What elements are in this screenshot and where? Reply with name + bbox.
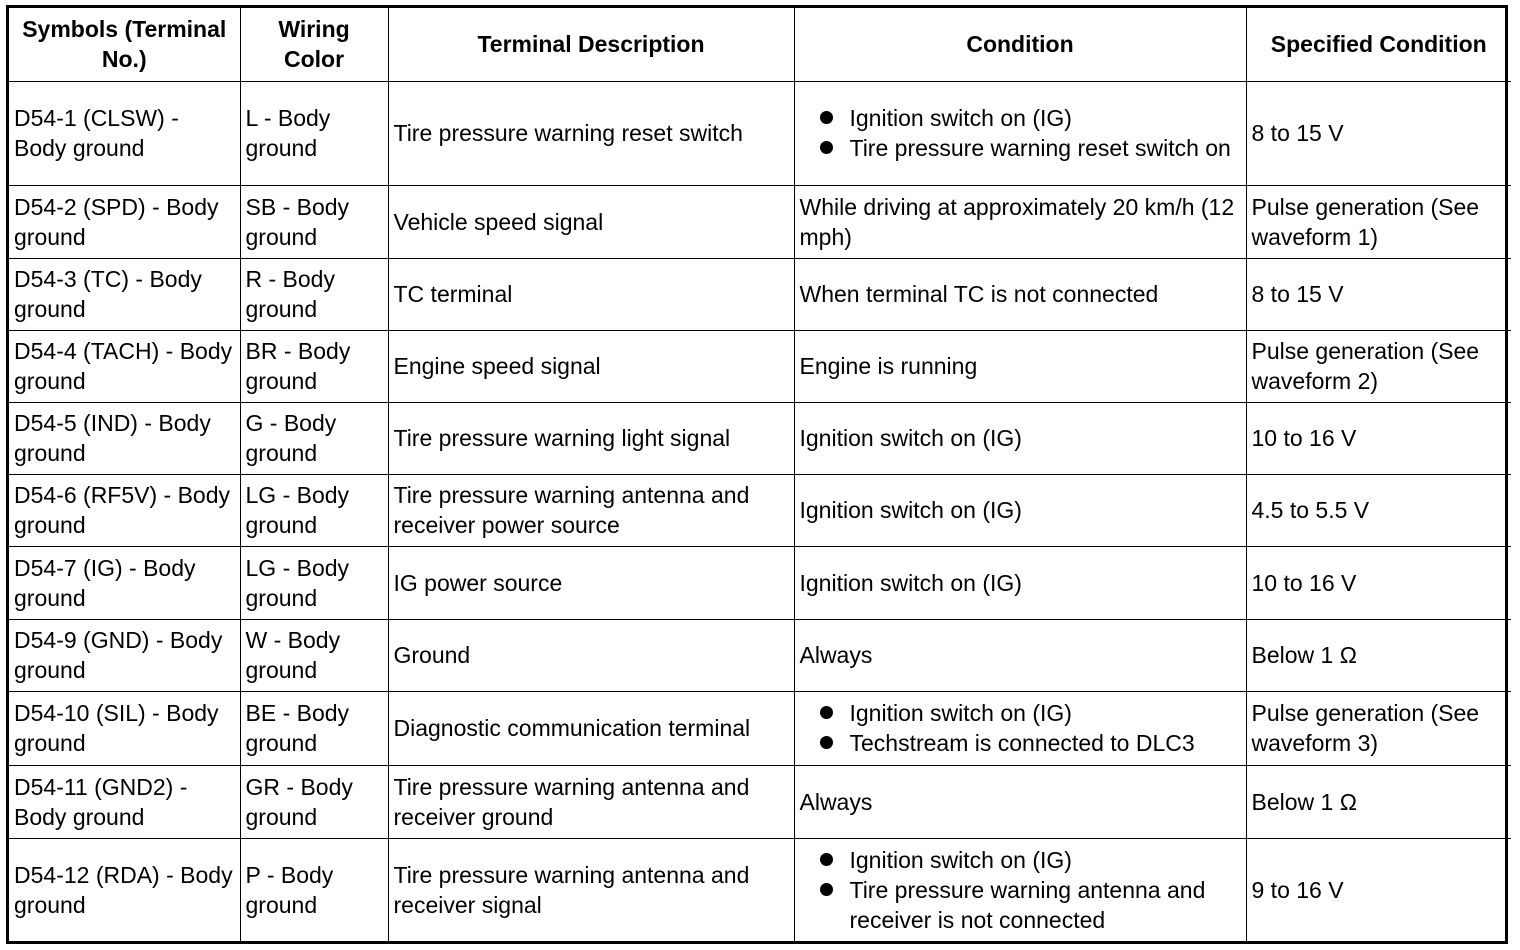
cell-wiring-color: BR - Body ground [240, 330, 388, 402]
table-row [9, 765, 1511, 838]
header-condition: Condition [794, 8, 1246, 81]
cell-description: Engine speed signal [388, 330, 794, 402]
cell-wiring-color: W - Body ground [240, 619, 388, 691]
cell-wiring-color: R - Body ground [240, 258, 388, 330]
cell-condition: When terminal TC is not connected [794, 258, 1246, 330]
cell-symbols: D54-5 (IND) - Body ground [9, 402, 240, 474]
header-terminal-description: Terminal Description [388, 8, 794, 81]
table-row [9, 402, 1511, 474]
cell-condition [794, 838, 1246, 942]
cell-wiring-color: SB - Body ground [240, 185, 388, 258]
cell-symbols: D54-4 (TACH) - Body ground [9, 330, 240, 402]
condition-bullet: Ignition switch on (IG) [800, 845, 1241, 875]
table-row [9, 330, 1511, 402]
condition-bullet: Ignition switch on (IG) [800, 103, 1241, 133]
cell-wiring-color: L - Body ground [240, 81, 388, 185]
cell-specified: Pulse generation (See waveform 1) [1246, 185, 1511, 258]
cell-symbols: D54-9 (GND) - Body ground [9, 619, 240, 691]
cell-symbols: D54-6 (RF5V) - Body ground [9, 474, 240, 546]
cell-description: Tire pressure warning antenna and receiver ground [388, 765, 794, 838]
condition-bullet: Tire pressure warning reset switch on [800, 133, 1241, 163]
cell-description: Tire pressure warning light signal [388, 402, 794, 474]
cell-description: IG power source [388, 546, 794, 619]
cell-description: Tire pressure warning reset switch [388, 81, 794, 185]
table-header-row [9, 8, 1511, 81]
cell-symbols: D54-3 (TC) - Body ground [9, 258, 240, 330]
condition-bullet: Tire pressure warning antenna and receiver is not connected [800, 875, 1241, 935]
cell-wiring-color: LG - Body ground [240, 474, 388, 546]
cell-condition: While driving at approximately 20 km/h (12 mph) [794, 185, 1246, 258]
cell-wiring-color: GR - Body ground [240, 765, 388, 838]
condition-bullet-list [800, 845, 1241, 935]
table-row [9, 81, 1511, 185]
cell-symbols: D54-7 (IG) - Body ground [9, 546, 240, 619]
cell-specified: 9 to 16 V [1246, 838, 1511, 942]
terminal-spec-table [9, 8, 1511, 942]
header-specified-condition: Specified Condition [1246, 8, 1511, 81]
table-row [9, 474, 1511, 546]
table-row [9, 258, 1511, 330]
cell-symbols: D54-2 (SPD) - Body ground [9, 185, 240, 258]
cell-wiring-color: LG - Body ground [240, 546, 388, 619]
cell-symbols: D54-11 (GND2) - Body ground [9, 765, 240, 838]
terminal-spec-table-frame [6, 5, 1508, 944]
condition-bullet-list [800, 698, 1241, 758]
header-symbols: Symbols (Terminal No.) [9, 8, 240, 81]
cell-symbols: D54-1 (CLSW) - Body ground [9, 81, 240, 185]
cell-description: Diagnostic communication terminal [388, 691, 794, 765]
cell-specified: Below 1 Ω [1246, 765, 1511, 838]
cell-specified: 10 to 16 V [1246, 546, 1511, 619]
cell-description: Vehicle speed signal [388, 185, 794, 258]
cell-specified: Pulse generation (See waveform 3) [1246, 691, 1511, 765]
cell-description: Tire pressure warning antenna and receiver power source [388, 474, 794, 546]
cell-description: Tire pressure warning antenna and receiver signal [388, 838, 794, 942]
cell-symbols: D54-12 (RDA) - Body ground [9, 838, 240, 942]
cell-condition: Ignition switch on (IG) [794, 474, 1246, 546]
cell-condition [794, 81, 1246, 185]
cell-wiring-color: P - Body ground [240, 838, 388, 942]
cell-description: TC terminal [388, 258, 794, 330]
cell-specified: 4.5 to 5.5 V [1246, 474, 1511, 546]
cell-specified: Below 1 Ω [1246, 619, 1511, 691]
table-row [9, 546, 1511, 619]
cell-description: Ground [388, 619, 794, 691]
cell-specified: 8 to 15 V [1246, 81, 1511, 185]
cell-specified: 8 to 15 V [1246, 258, 1511, 330]
condition-bullet-list [800, 103, 1241, 163]
cell-symbols: D54-10 (SIL) - Body ground [9, 691, 240, 765]
cell-condition [794, 691, 1246, 765]
condition-bullet: Techstream is connected to DLC3 [800, 728, 1241, 758]
table-row [9, 838, 1511, 942]
cell-wiring-color: BE - Body ground [240, 691, 388, 765]
cell-specified: 10 to 16 V [1246, 402, 1511, 474]
cell-condition: Always [794, 765, 1246, 838]
cell-wiring-color: G - Body ground [240, 402, 388, 474]
condition-bullet: Ignition switch on (IG) [800, 698, 1241, 728]
header-wiring-color: Wiring Color [240, 8, 388, 81]
cell-specified: Pulse generation (See waveform 2) [1246, 330, 1511, 402]
cell-condition: Engine is running [794, 330, 1246, 402]
cell-condition: Ignition switch on (IG) [794, 546, 1246, 619]
cell-condition: Ignition switch on (IG) [794, 402, 1246, 474]
table-row [9, 619, 1511, 691]
table-row [9, 185, 1511, 258]
cell-condition: Always [794, 619, 1246, 691]
table-row [9, 691, 1511, 765]
